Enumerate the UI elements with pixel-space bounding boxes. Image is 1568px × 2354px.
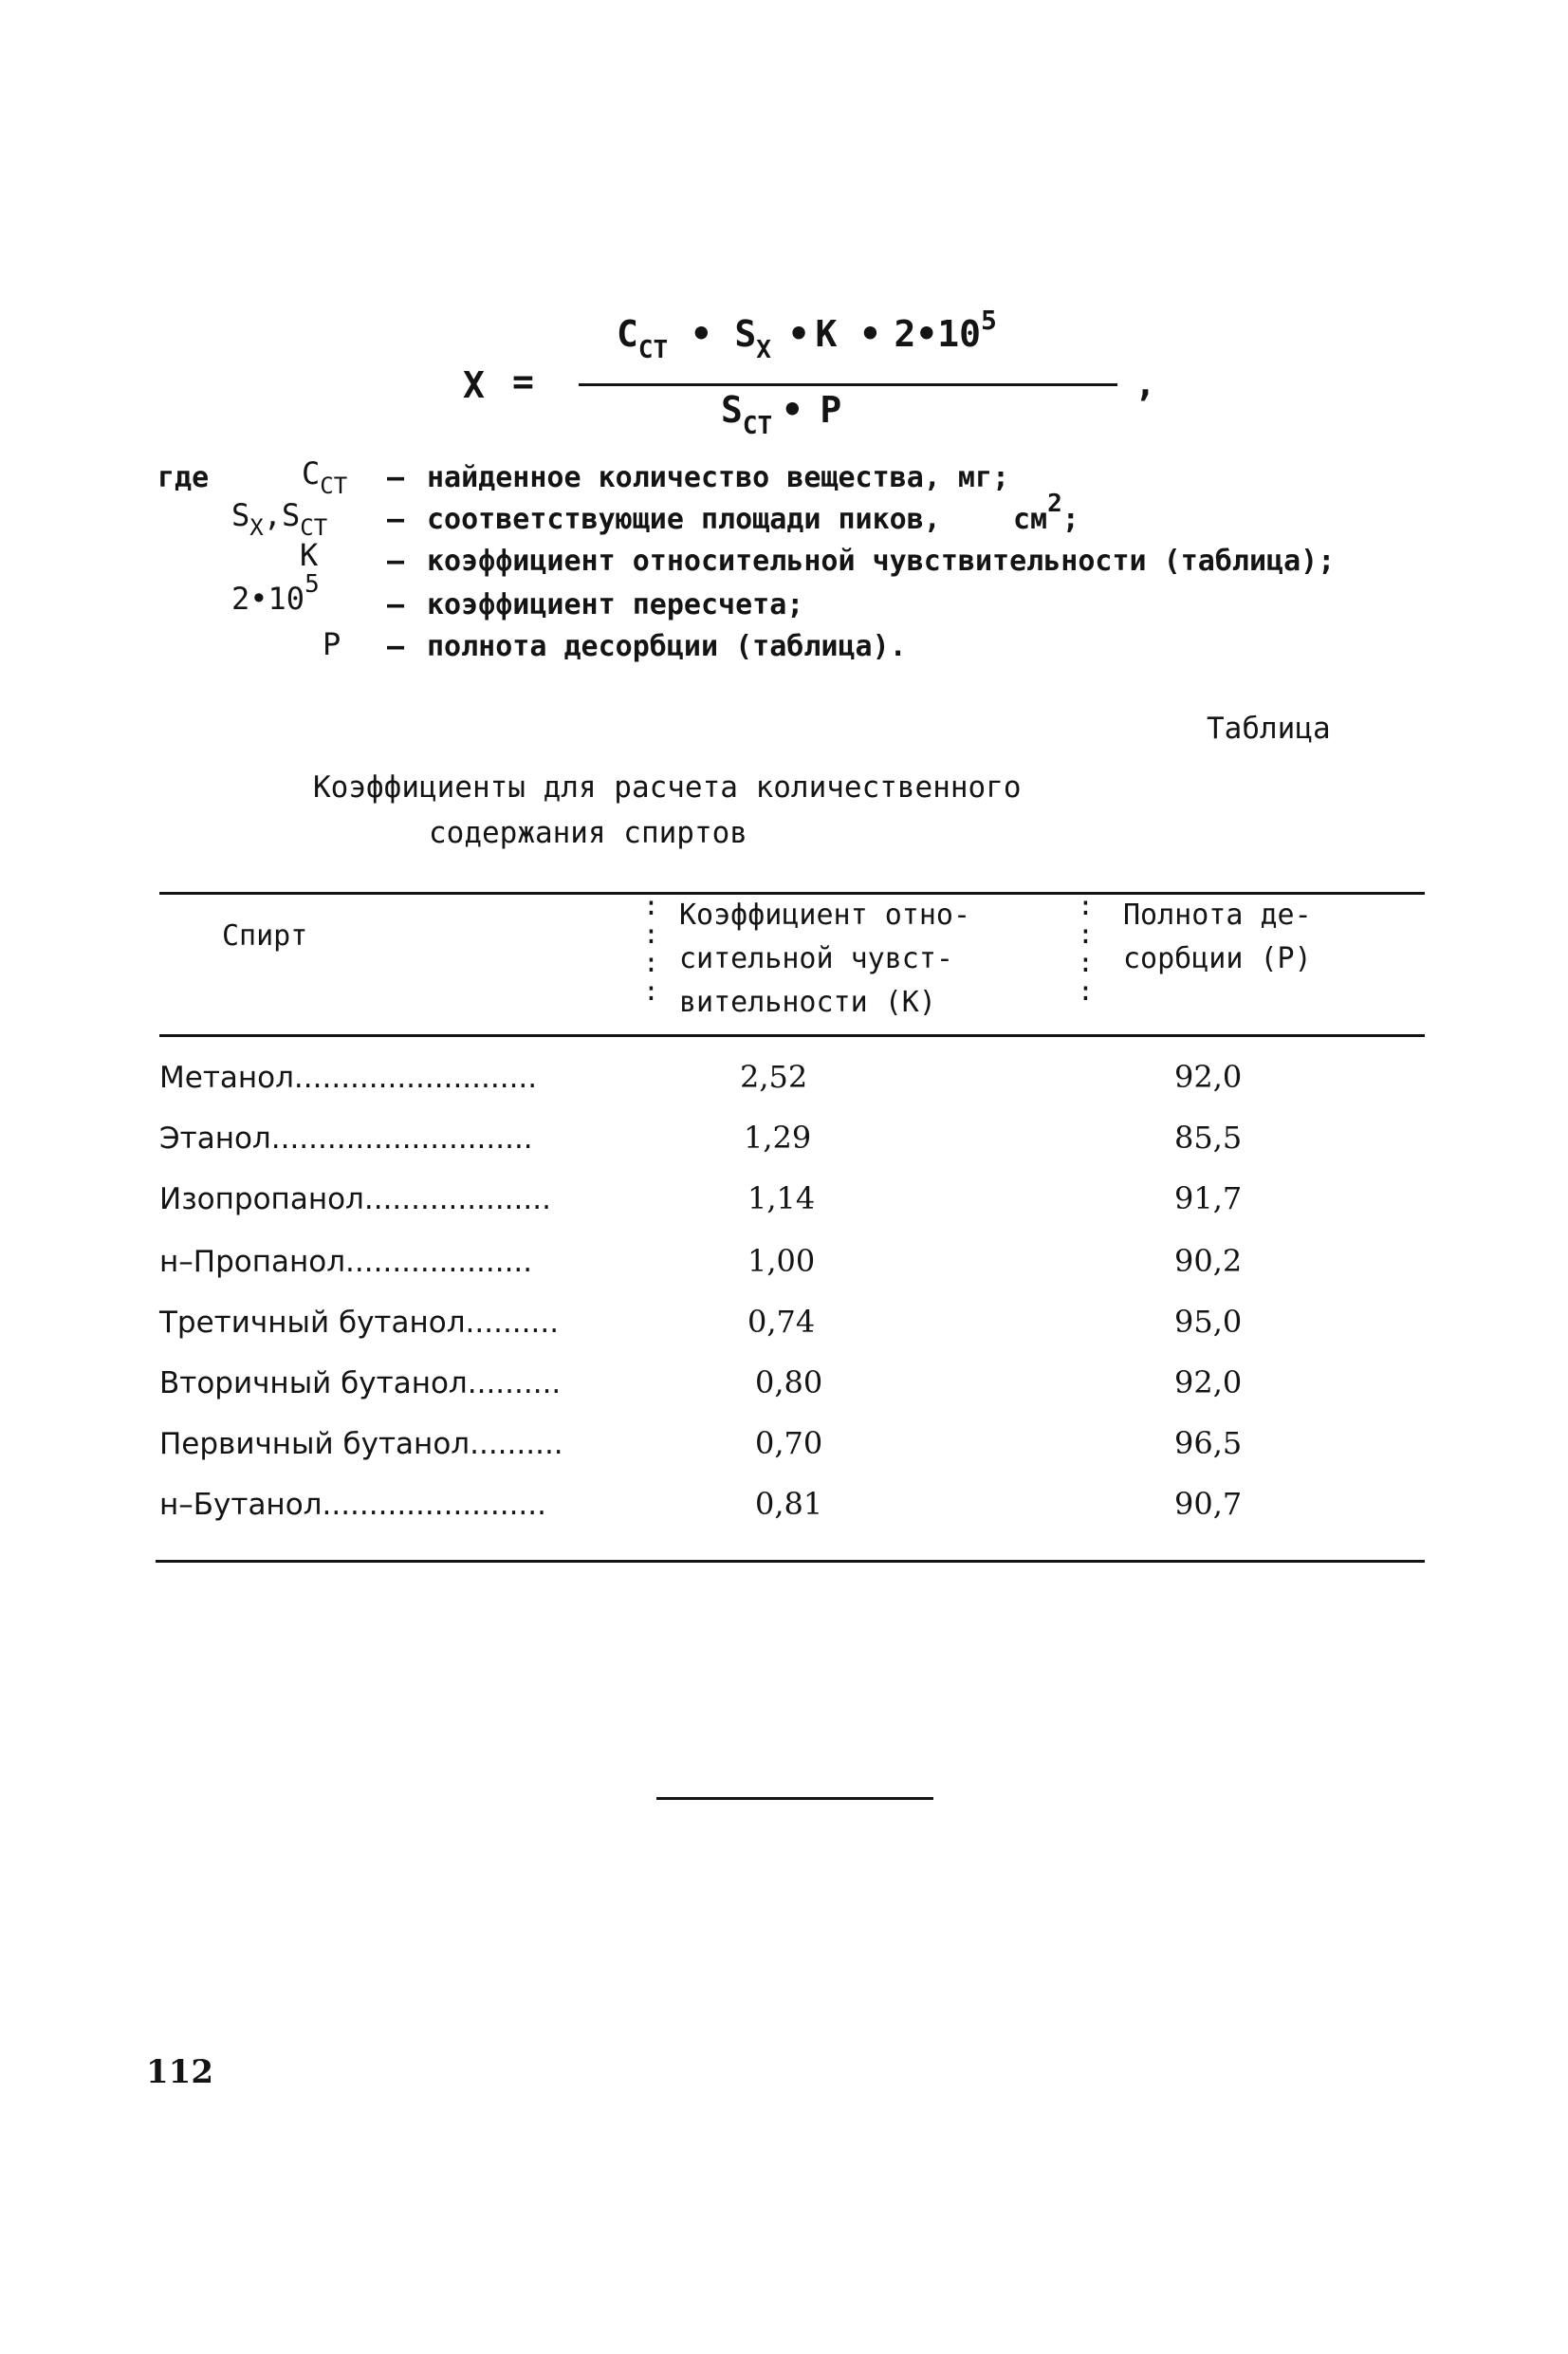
num-exp: 5 (981, 305, 997, 336)
num-s: S (734, 313, 757, 355)
formula-lhs: X (463, 364, 485, 406)
formula-comma: , (1134, 362, 1156, 404)
cell-k: 1,00 (747, 1243, 816, 1279)
cell-p: 91,7 (1174, 1180, 1243, 1216)
legend-text-s: соответствующие площади пиков, (427, 503, 941, 536)
legend-dash: – (387, 545, 405, 578)
den-dot: • (781, 389, 803, 431)
cell-p: 90,7 (1174, 1486, 1243, 1522)
cell-k: 0,81 (755, 1486, 823, 1522)
page-number: 112 (146, 2053, 213, 2091)
header-separator-1: : : : : (643, 890, 659, 1007)
cell-k: 0,70 (755, 1425, 823, 1461)
legend-text-c: найденное количество вещества, мг; (427, 461, 1010, 494)
cell-k: 0,80 (755, 1364, 823, 1400)
cell-k: 1,14 (747, 1180, 816, 1216)
cell-k: 0,74 (747, 1304, 816, 1340)
table-bottom-rule (156, 1560, 1425, 1563)
cell-p: 92,0 (1174, 1364, 1243, 1400)
cell-p: 92,0 (1174, 1059, 1243, 1095)
legend-unit: см2; (1013, 490, 1079, 536)
num-dot-1: • (690, 313, 712, 355)
den-p: P (820, 389, 842, 431)
num-dot-3: • (858, 313, 881, 355)
table-label: Таблица (1207, 712, 1331, 746)
legend-where: где (157, 461, 210, 494)
section-end-rule (656, 1797, 933, 1800)
cell-p: 95,0 (1174, 1304, 1243, 1340)
formula-equals: = (512, 361, 534, 402)
num-k: K (815, 313, 838, 355)
den-s-sub: СТ (742, 412, 773, 440)
legend-symbol-c: CСТ (302, 455, 348, 499)
legend-text-k: коэффициент относительной чувствительности (таблица); (427, 545, 1336, 578)
legend-symbol-coef: 2•105 (231, 570, 320, 617)
header-sensitivity-coefficient: Коэффициент отно- сительной чувст- вительности (К) (679, 899, 971, 1019)
legend-text-coef: коэффициент пересчета; (427, 588, 804, 621)
table-caption-line2: содержания спиртов (429, 816, 747, 850)
num-c: C (617, 313, 638, 355)
legend-dash: – (387, 461, 405, 494)
fraction-bar (579, 383, 1117, 386)
num-s-sub: X (756, 336, 771, 364)
cell-k: 2,52 (740, 1059, 808, 1095)
cell-p: 96,5 (1174, 1425, 1243, 1461)
cell-p: 85,5 (1174, 1120, 1243, 1156)
legend-symbol-k: K (300, 537, 319, 573)
formula-denominator (721, 389, 842, 440)
legend-dash: – (387, 588, 405, 621)
formula-numerator (617, 305, 997, 364)
legend-symbol-s: SX,SСТ (231, 497, 328, 541)
cell-k: 1,29 (744, 1120, 812, 1156)
header-bottom-rule (159, 1034, 1425, 1037)
legend-dash: – (387, 503, 405, 536)
legend-symbol-p: P (323, 626, 341, 662)
header-separator-2: : : : : (1078, 890, 1094, 1007)
header-alcohol: Спирт (222, 919, 308, 953)
den-s: S (721, 389, 743, 431)
header-desorption: Полнота де- сорбции (Р) (1123, 899, 1312, 975)
num-dot-2: • (787, 313, 810, 355)
legend-text-p: полнота десорбции (таблица). (427, 630, 907, 663)
num-c-sub: СТ (637, 336, 669, 364)
legend-dash: – (387, 630, 405, 663)
table-caption-line1: Коэффициенты для расчета количественного (313, 770, 1022, 805)
cell-p: 90,2 (1174, 1243, 1243, 1279)
num-coef: 2•10 (894, 313, 982, 355)
